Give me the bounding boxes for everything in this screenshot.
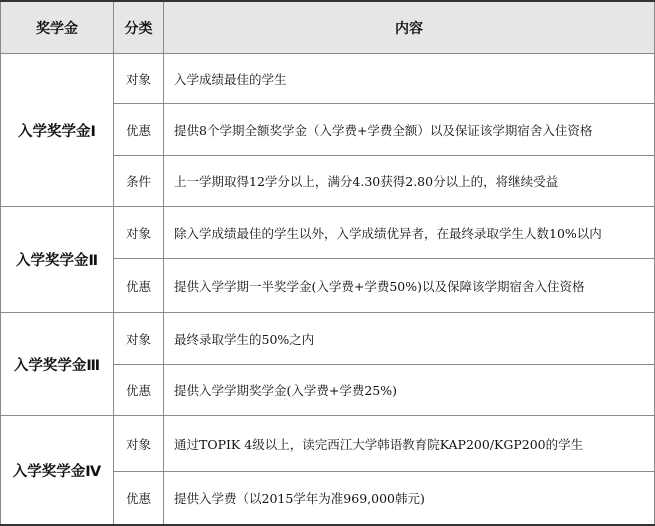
header-category: 分类 <box>114 1 164 54</box>
table-row <box>1 54 655 104</box>
scholarship-name-4: 入学奖学金Ⅳ <box>1 416 114 526</box>
content-cell: 入学成绩最佳的学生 <box>164 54 655 104</box>
content-cell: 通过TOPIK 4级以上，读完西江大学韩语教育院KAP200/KGP200的学生 <box>164 416 655 472</box>
content-cell: 上一学期取得12学分以上，满分4.30获得2.80分以上的，将继续受益 <box>164 156 655 207</box>
category-cell: 优惠 <box>114 104 164 156</box>
table-header-row <box>1 1 655 54</box>
content-cell: 提供入学学期一半奖学金(入学费+学费50%)以及保障该学期宿舍入住资格 <box>164 259 655 313</box>
content-cell: 提供入学学期奖学金(入学费+学费25%) <box>164 365 655 416</box>
category-cell: 对象 <box>114 54 164 104</box>
content-cell: 提供8个学期全额奖学金（入学费+学费全额）以及保证该学期宿舍入住资格 <box>164 104 655 156</box>
table-row <box>1 313 655 365</box>
category-cell: 优惠 <box>114 259 164 313</box>
header-content: 内容 <box>164 1 655 54</box>
scholarship-name-2: 入学奖学金Ⅱ <box>1 207 114 313</box>
header-scholarship: 奖学金 <box>1 1 114 54</box>
content-cell: 提供入学费（以2015学年为准969,000韩元) <box>164 472 655 526</box>
category-cell: 对象 <box>114 313 164 365</box>
table-row <box>1 207 655 259</box>
category-cell: 条件 <box>114 156 164 207</box>
category-cell: 优惠 <box>114 365 164 416</box>
table-row <box>1 416 655 472</box>
content-cell: 最终录取学生的50%之内 <box>164 313 655 365</box>
category-cell: 对象 <box>114 416 164 472</box>
category-cell: 对象 <box>114 207 164 259</box>
scholarship-name-3: 入学奖学金Ⅲ <box>1 313 114 416</box>
content-cell: 除入学成绩最佳的学生以外，入学成绩优异者，在最终录取学生人数10%以内 <box>164 207 655 259</box>
category-cell: 优惠 <box>114 472 164 526</box>
scholarship-name-1: 入学奖学金Ⅰ <box>1 54 114 207</box>
